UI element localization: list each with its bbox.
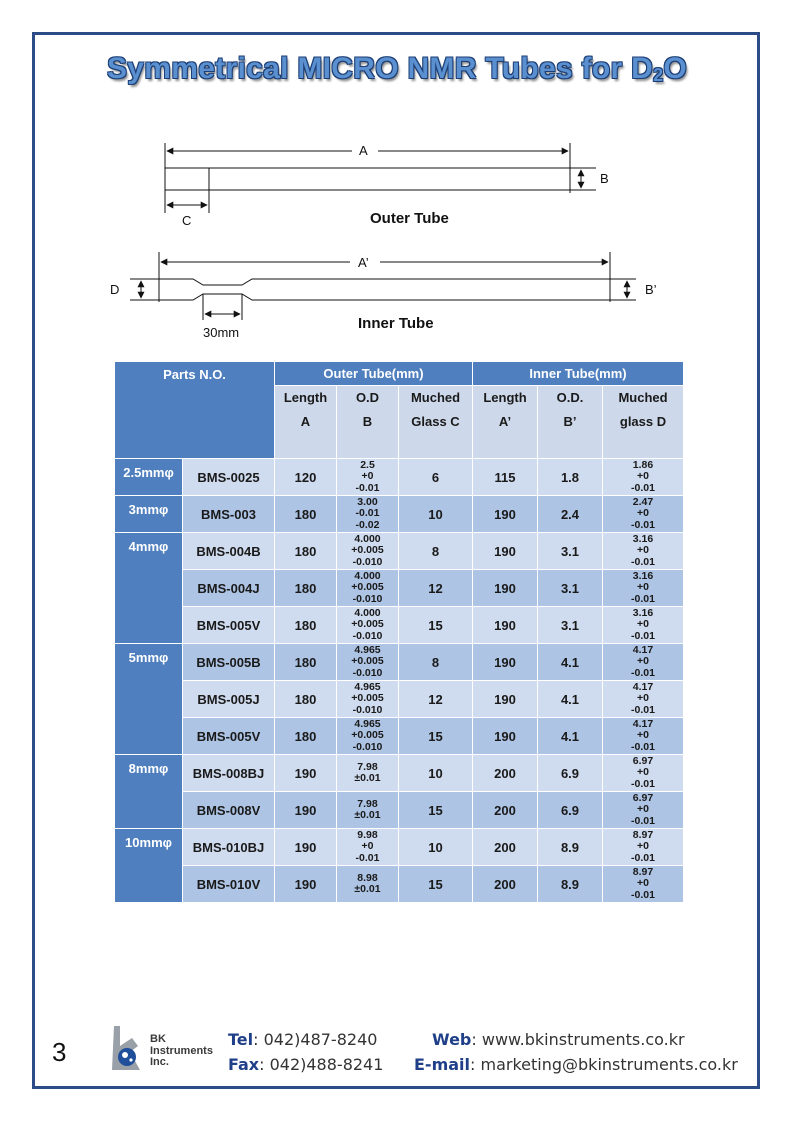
muched-c: 8 — [399, 644, 473, 681]
length-a-prime: 115 — [473, 459, 538, 496]
group-label: 3mmφ — [115, 496, 183, 533]
group-label: 10mmφ — [115, 829, 183, 903]
tube-diagram — [0, 0, 794, 345]
contact-email[interactable]: E-mail: marketing@bkinstruments.co.kr — [414, 1055, 738, 1074]
label-30mm: 30mm — [203, 325, 240, 340]
od-b: 8.98 ±0.01 — [337, 866, 399, 903]
part-number: BMS-003 — [183, 496, 275, 533]
length-a-prime: 190 — [473, 496, 538, 533]
bk-logo-icon — [108, 1024, 150, 1074]
header-muched-d: Muched glass D — [603, 386, 684, 459]
part-number: BMS-010BJ — [183, 829, 275, 866]
part-number: BMS-005B — [183, 644, 275, 681]
part-number: BMS-004B — [183, 533, 275, 570]
od-b-prime: 1.8 — [538, 459, 603, 496]
od-b-prime: 3.1 — [538, 533, 603, 570]
table-row — [115, 607, 684, 644]
length-a-prime: 190 — [473, 644, 538, 681]
table-row — [115, 533, 684, 570]
part-number: BMS-005V — [183, 607, 275, 644]
length-a: 180 — [275, 607, 337, 644]
group-label: 2.5mmφ — [115, 459, 183, 496]
muched-d: 4.17 +0 -0.01 — [603, 681, 684, 718]
header-parts: Parts N.O. — [115, 362, 275, 459]
table-row — [115, 829, 684, 866]
muched-c: 12 — [399, 570, 473, 607]
contact-fax: Fax: 042)488-8241 — [228, 1055, 384, 1074]
header-length-a-prime: Length A’ — [473, 386, 538, 459]
length-a: 190 — [275, 866, 337, 903]
length-a-prime: 200 — [473, 829, 538, 866]
muched-d: 4.17 +0 -0.01 — [603, 718, 684, 755]
header-inner-tube: Inner Tube(mm) — [473, 362, 684, 386]
header-muched-c: Muched Glass C — [399, 386, 473, 459]
od-b-prime: 4.1 — [538, 681, 603, 718]
length-a: 190 — [275, 829, 337, 866]
od-b-prime: 3.1 — [538, 570, 603, 607]
muched-d: 8.97 +0 -0.01 — [603, 866, 684, 903]
length-a: 120 — [275, 459, 337, 496]
inner-tube-caption: Inner Tube — [358, 315, 434, 332]
muched-c: 15 — [399, 792, 473, 829]
table-row — [115, 755, 684, 792]
label-a-prime: A’ — [358, 255, 369, 270]
od-b: 4.000 +0.005 -0.010 — [337, 607, 399, 644]
length-a-prime: 200 — [473, 792, 538, 829]
table-row — [115, 644, 684, 681]
muched-d: 6.97 +0 -0.01 — [603, 792, 684, 829]
length-a-prime: 200 — [473, 866, 538, 903]
table-row — [115, 459, 684, 496]
od-b: 4.000 +0.005 -0.010 — [337, 533, 399, 570]
group-label: 4mmφ — [115, 533, 183, 644]
part-number: BMS-008BJ — [183, 755, 275, 792]
muched-c: 8 — [399, 533, 473, 570]
length-a-prime: 190 — [473, 718, 538, 755]
page-number: 3 — [52, 1037, 67, 1067]
length-a-prime: 190 — [473, 607, 538, 644]
od-b: 3.00 -0.01 -0.02 — [337, 496, 399, 533]
part-number: BMS-005J — [183, 681, 275, 718]
page-title: Symmetrical MICRO NMR Tubes for $D_2O$ — [106, 52, 688, 85]
od-b-prime: 6.9 — [538, 755, 603, 792]
muched-c: 15 — [399, 718, 473, 755]
length-a-prime: 190 — [473, 681, 538, 718]
table-row — [115, 718, 684, 755]
muched-c: 10 — [399, 496, 473, 533]
group-label: 5mmφ — [115, 644, 183, 755]
label-b-prime: B’ — [645, 282, 657, 297]
muched-d: 3.16 +0 -0.01 — [603, 533, 684, 570]
spec-table — [114, 361, 684, 903]
od-b: 4.965 +0.005 -0.010 — [337, 681, 399, 718]
muched-c: 12 — [399, 681, 473, 718]
muched-c: 10 — [399, 755, 473, 792]
muched-d: 8.97 +0 -0.01 — [603, 829, 684, 866]
part-number: BMS-010V — [183, 866, 275, 903]
od-b: 4.965 +0.005 -0.010 — [337, 644, 399, 681]
part-number: BMS-004J — [183, 570, 275, 607]
muched-d: 2.47 +0 -0.01 — [603, 496, 684, 533]
length-a: 180 — [275, 718, 337, 755]
length-a: 180 — [275, 681, 337, 718]
od-b-prime: 6.9 — [538, 792, 603, 829]
length-a: 190 — [275, 792, 337, 829]
header-od-b: O.D B — [337, 386, 399, 459]
contact-tel: Tel: 042)487-8240 — [228, 1030, 378, 1049]
muched-c: 10 — [399, 829, 473, 866]
table-row — [115, 496, 684, 533]
header-od-b-prime: O.D. B’ — [538, 386, 603, 459]
muched-d: 1.86 +0 -0.01 — [603, 459, 684, 496]
muched-d: 4.17 +0 -0.01 — [603, 644, 684, 681]
label-d: D — [110, 282, 120, 297]
label-c: C — [182, 213, 192, 228]
group-label: 8mmφ — [115, 755, 183, 829]
muched-c: 15 — [399, 607, 473, 644]
part-number: BMS-0025 — [183, 459, 275, 496]
label-b: B — [600, 171, 609, 186]
table-row — [115, 570, 684, 607]
length-a-prime: 190 — [473, 533, 538, 570]
header-outer-tube: Outer Tube(mm) — [275, 362, 473, 386]
outer-tube-caption: Outer Tube — [370, 210, 449, 227]
od-b: 7.98 ±0.01 — [337, 755, 399, 792]
header-length-a: Length A — [275, 386, 337, 459]
od-b: 4.000 +0.005 -0.010 — [337, 570, 399, 607]
od-b: 9.98 +0 -0.01 — [337, 829, 399, 866]
od-b-prime: 8.9 — [538, 866, 603, 903]
muched-d: 6.97 +0 -0.01 — [603, 755, 684, 792]
table-row — [115, 681, 684, 718]
company-name: BK Instruments Inc. — [150, 1033, 213, 1068]
label-a: A — [359, 143, 368, 158]
od-b-prime: 8.9 — [538, 829, 603, 866]
length-a: 180 — [275, 533, 337, 570]
length-a-prime: 190 — [473, 570, 538, 607]
od-b-prime: 2.4 — [538, 496, 603, 533]
length-a: 180 — [275, 644, 337, 681]
od-b: 2.5 +0 -0.01 — [337, 459, 399, 496]
length-a: 180 — [275, 496, 337, 533]
inner-tube-drawing — [130, 252, 636, 320]
outer-tube-drawing — [165, 143, 596, 213]
od-b-prime: 3.1 — [538, 607, 603, 644]
part-number: BMS-008V — [183, 792, 275, 829]
length-a: 190 — [275, 755, 337, 792]
length-a-prime: 200 — [473, 755, 538, 792]
length-a: 180 — [275, 570, 337, 607]
od-b: 7.98 ±0.01 — [337, 792, 399, 829]
muched-c: 6 — [399, 459, 473, 496]
contact-web[interactable]: Web: www.bkinstruments.co.kr — [432, 1030, 685, 1049]
table-row — [115, 866, 684, 903]
part-number: BMS-005V — [183, 718, 275, 755]
table-row — [115, 792, 684, 829]
od-b: 4.965 +0.005 -0.010 — [337, 718, 399, 755]
muched-d: 3.16 +0 -0.01 — [603, 570, 684, 607]
muched-d: 3.16 +0 -0.01 — [603, 607, 684, 644]
muched-c: 15 — [399, 866, 473, 903]
od-b-prime: 4.1 — [538, 718, 603, 755]
od-b-prime: 4.1 — [538, 644, 603, 681]
